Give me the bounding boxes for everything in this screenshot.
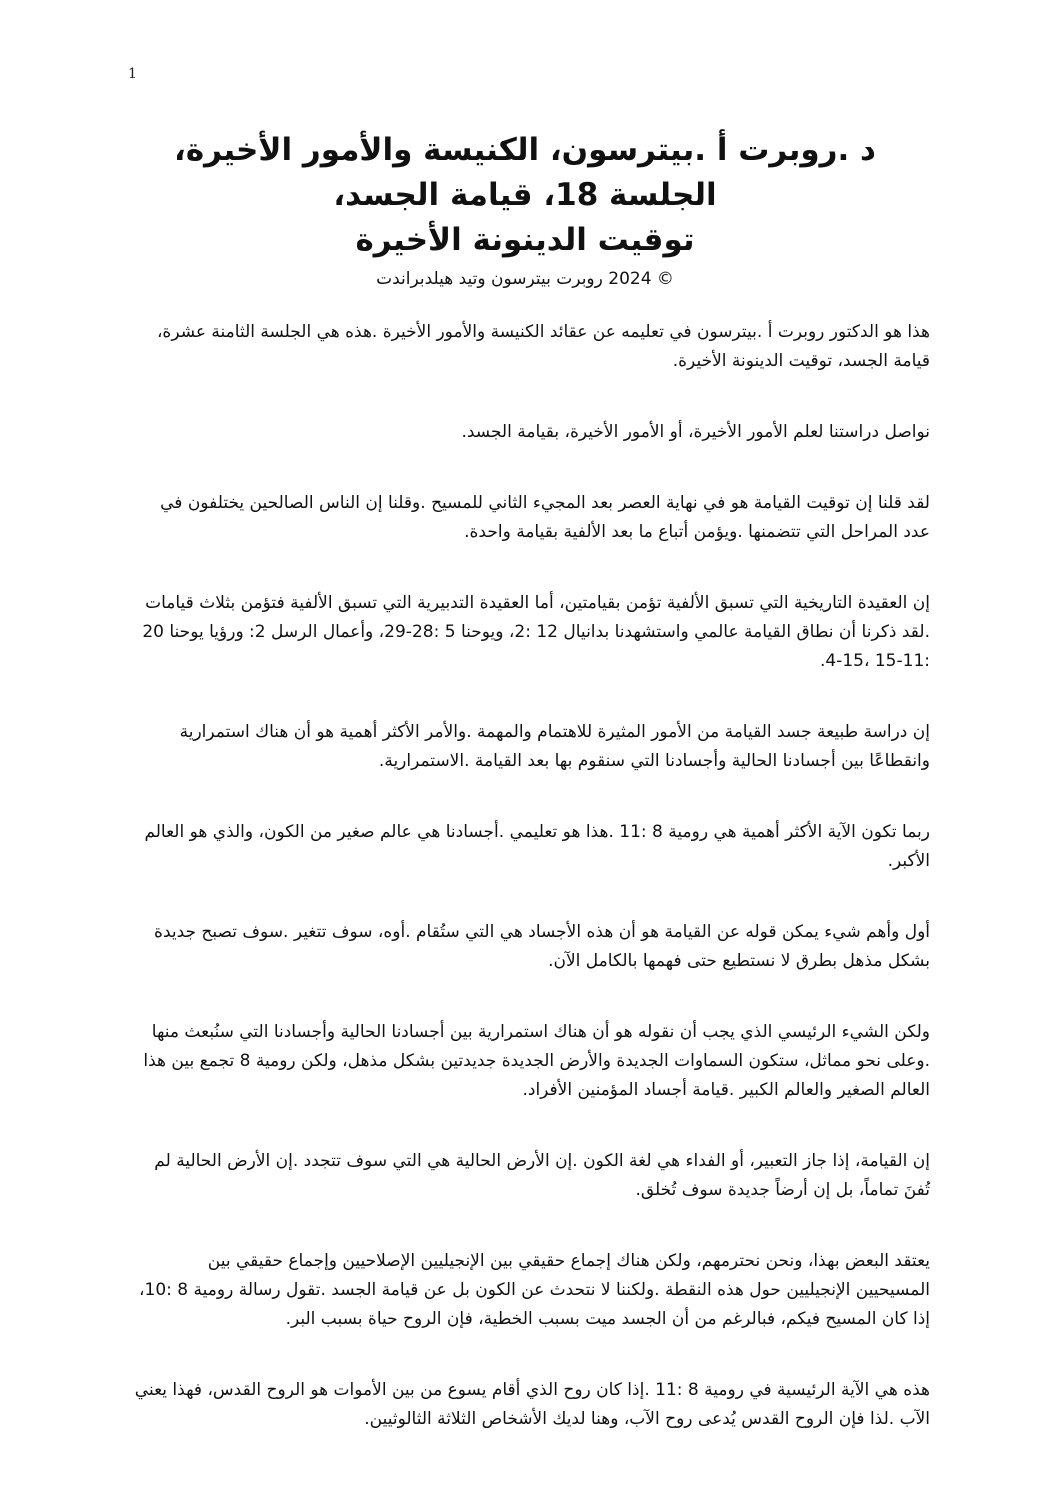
- paragraph: نواصل دراستنا لعلم الأمور الأخيرة، أو الأمور الأخيرة، بقيامة الجسد.: [461, 422, 930, 442]
- title-line-1: د .روبرت أ .بيترسون، الكنيسة والأمور الأخيرة،: [174, 132, 876, 168]
- paragraph: هذه هي الآية الرئيسية في رومية 8 :11 .إذا كان روح الذي أقام يسوع من بين الأموات هو الروح القدس، فهذا يعني الآب .لذا فإن الروح القدس يُدعى روح الآب، وهنا لديك الأشخاص الثلاثة الثالوثيين.: [134, 1380, 930, 1429]
- page-number: 1: [128, 66, 137, 82]
- title-line-3: توقيت الدينونة الأخيرة: [355, 222, 695, 258]
- paragraph: هذا هو الدكتور روبرت أ .بيترسون في تعليمه عن عقائد الكنيسة والأمور الأخيرة .هذه هي الجلسة الثامنة عشرة، قيامة الجسد، توقيت الدينونة الأخيرة.: [156, 322, 930, 371]
- paragraph: ولكن الشيء الرئيسي الذي يجب أن نقوله هو أن هناك استمرارية بين أجسادنا الحالية وأجسادنا التي سنُبعث منها .وعلى نحو مماثل، ستكون السماوات الجديدة والأرض الجديدة جديدتين بشكل مذهل، ولكن رومية 8 تجمع بين هذا العالم الصغير والعالم الكبير .قيامة أجساد المؤمنين الأفراد.: [143, 1022, 930, 1100]
- copyright-line: © 2024 روبرت بيترسون وتيد هيلدبراندت: [376, 269, 674, 289]
- paragraph: يعتقد البعض بهذا، ونحن نحترمهم، ولكن هناك إجماع حقيقي بين الإنجيليين الإصلاحيين وإجماع حقيقي بين المسيحيين الإنجيليين حول هذه النقطة .ولكننا لا نتحدث عن الكون بل عن قيامة الجسد .تقول رسالة رومية 8 :10، إذا كان المسيح فيكم، فبالرغم من أن الجسد ميت بسبب الخطية، فإن الروح حياة بسبب البر.: [139, 1251, 930, 1329]
- body-text: [130, 318, 930, 1476]
- paragraph: ربما تكون الآية الأكثر أهمية هي رومية 8 :11 .هذا هو تعليمي .أجسادنا هي عالم صغير من الكون، والذي هو العالم الأكبر.: [144, 822, 930, 871]
- paragraph: إن دراسة طبيعة جسد القيامة من الأمور المثيرة للاهتمام والمهمة .والأمر الأكثر أهمية هو أن هناك استمرارية وانقطاعًا بين أجسادنا الحالية وأجسادنا التي سنقوم بها بعد القيامة .الاستمرارية.: [179, 722, 930, 771]
- paragraph: لقد قلنا إن توقيت القيامة هو في نهاية العصر بعد المجيء الثاني للمسيح .وقلنا إن الناس الصالحين يختلفون في عدد المراحل التي تتضمنها .ويؤمن أتباع ما بعد الألفية بقيامة واحدة.: [160, 493, 930, 542]
- title-block: [130, 128, 920, 293]
- title-line-2: الجلسة 18، قيامة الجسد،: [333, 177, 717, 213]
- paragraph: إن القيامة، إذا جاز التعبير، أو الفداء هي لغة الكون .إن الأرض الحالية هي التي سوف تتجدد .إن الأرض الحالية لم تُفنَ تماماً، بل إن أرضاً جديدة سوف تُخلق.: [154, 1151, 930, 1200]
- paragraph: أول وأهم شيء يمكن قوله عن القيامة هو أن هذه الأجساد هي التي ستُقام .أوه، سوف تتغير .سوف تصبح جديدة بشكل مذهل بطرق لا نستطيع حتى فهمها بالكامل الآن.: [154, 922, 930, 971]
- paragraph: إن العقيدة التاريخية التي تسبق الألفية تؤمن بقيامتين، أما العقيدة التدبيرية التي تسبق الألفية فتؤمن بثلاث قيامات .لقد ذكرنا أن نطاق القيامة عالمي واستشهدنا بدانيال 12 :2، ويوحنا 5 :28-29، وأعمال الرسل 2: ورؤيا يوحنا 20 :11-15 ،15-4.: [142, 593, 930, 671]
